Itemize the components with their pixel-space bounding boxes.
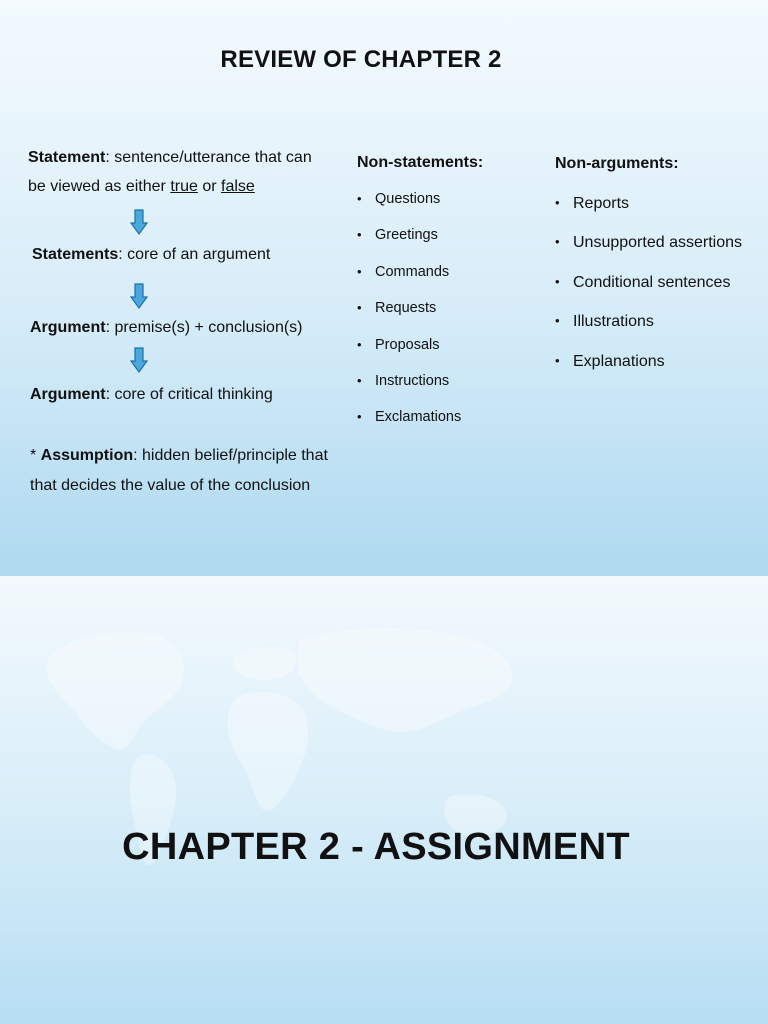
non-statements-heading: Non-statements: <box>357 154 484 171</box>
statements-core-line <box>32 246 270 264</box>
assumption-def1: : hidden belief/principle that <box>133 447 328 464</box>
slide-title: REVIEW OF CHAPTER 2 <box>220 46 502 73</box>
list-item-label: Unsupported assertions <box>573 234 742 252</box>
list-item-label: Reports <box>573 195 630 212</box>
false-word: false <box>221 178 255 195</box>
argument-core-def: : core of critical thinking <box>105 386 273 403</box>
statement-definition-line1 <box>28 149 312 167</box>
bullet-glyph: • <box>357 373 362 388</box>
assumption-prefix: * <box>30 447 41 464</box>
assumption-term: Assumption <box>40 447 134 464</box>
assumption-line2: that decides the value of the conclusion <box>30 477 311 494</box>
bullet-glyph: • <box>555 352 560 368</box>
bullet-glyph: • <box>555 195 560 210</box>
list-item-label: Exclamations <box>375 409 462 426</box>
argument-def: : premise(s) + conclusion(s) <box>105 319 303 336</box>
list-item-label: Explanations <box>573 352 665 370</box>
bullet-glyph: • <box>357 409 362 425</box>
statement-def-part2: be viewed as either <box>28 178 171 195</box>
statement-term: Statement <box>28 149 106 166</box>
non-arguments-heading: Non-arguments: <box>555 155 679 172</box>
statement-def-part1: : sentence/utterance that can <box>105 149 312 166</box>
list-item-label: Instructions <box>375 373 450 389</box>
bullet-glyph: • <box>357 227 362 243</box>
down-arrow-icon <box>130 347 148 373</box>
statements-term: Statements <box>32 246 119 263</box>
list-item-label: Questions <box>375 191 441 207</box>
bullet-glyph: • <box>357 336 362 352</box>
argument-core-term: Argument <box>30 386 106 403</box>
list-item-label: Requests <box>375 300 437 317</box>
argument-term: Argument <box>30 319 106 336</box>
statement-definition-line2 <box>28 178 255 196</box>
true-word: true <box>170 178 198 195</box>
or-word: or <box>197 178 222 195</box>
list-item-label: Proposals <box>375 336 440 353</box>
bullet-glyph: • <box>357 263 362 279</box>
bullet-glyph: • <box>357 191 362 206</box>
list-item-label: Greetings <box>375 227 438 244</box>
slide-assignment <box>0 576 768 1024</box>
bullet-glyph: • <box>357 300 362 316</box>
list-item-label: Illustrations <box>573 313 654 331</box>
list-item-label: Commands <box>375 263 450 280</box>
assignment-title: CHAPTER 2 - ASSIGNMENT <box>122 826 630 868</box>
list-item-label: Conditional sentences <box>573 273 731 291</box>
bullet-glyph: • <box>555 234 560 250</box>
bullet-glyph: • <box>555 313 560 329</box>
down-arrow-icon <box>130 209 148 235</box>
bullet-glyph: • <box>555 273 560 289</box>
assumption-line1 <box>30 447 328 465</box>
down-arrow-icon <box>130 283 148 309</box>
argument-definition-line <box>30 319 303 337</box>
statements-def: : core of an argument <box>118 246 271 263</box>
argument-core-line <box>30 386 273 404</box>
